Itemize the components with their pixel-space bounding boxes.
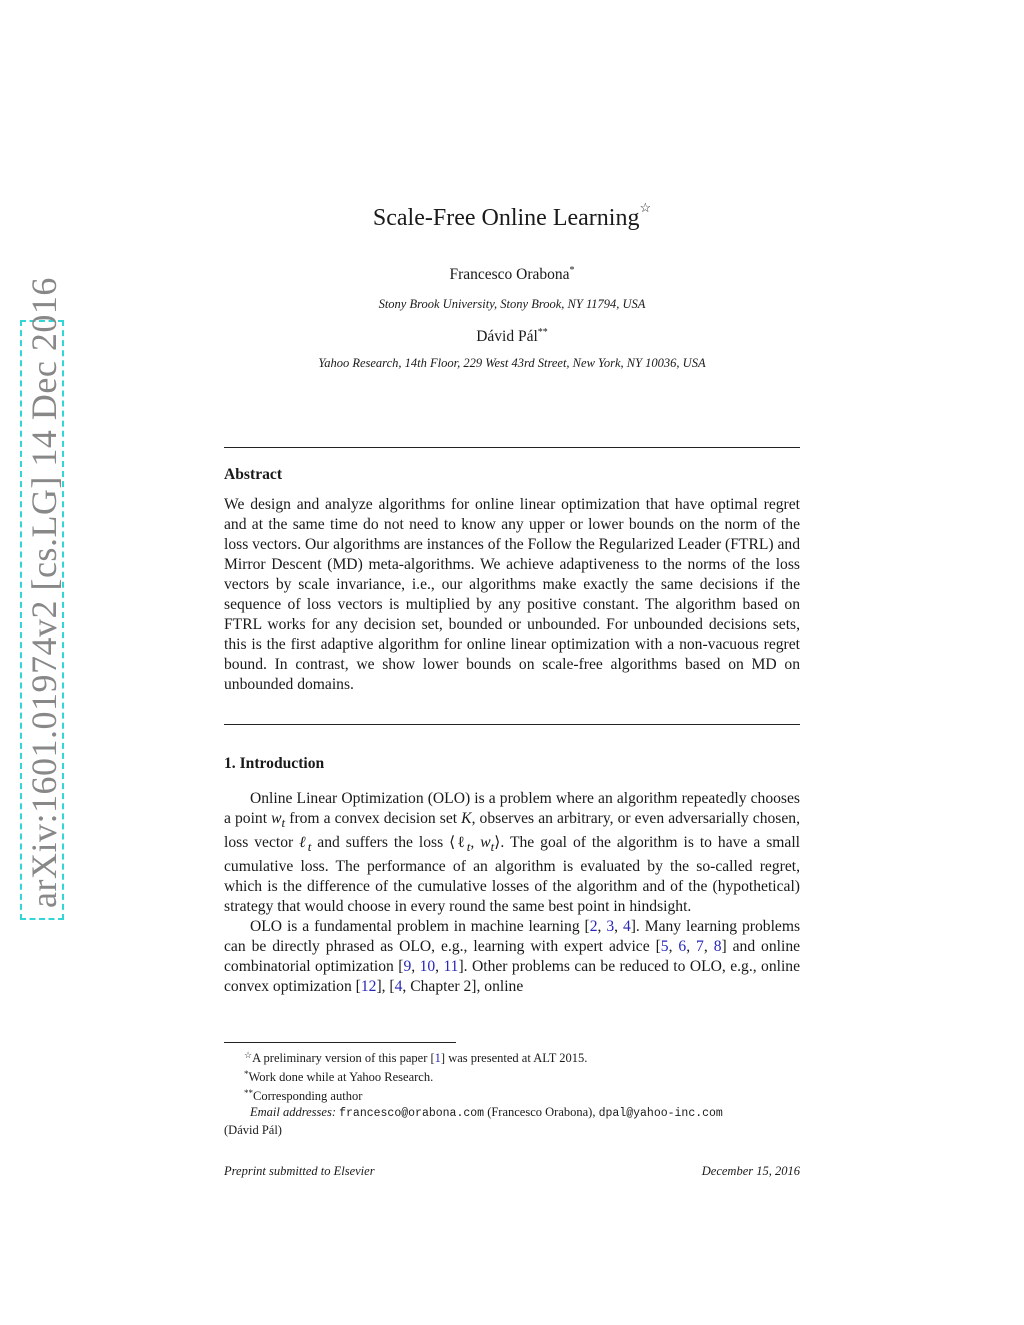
- footnote-1: ☆A preliminary version of this paper [1] was presented at ALT 2015.: [244, 1050, 588, 1065]
- paper-title: [224, 200, 800, 232]
- footer-date: December 15, 2016: [701, 1164, 800, 1178]
- email-link[interactable]: dpal@yahoo-inc.com: [598, 1107, 723, 1120]
- citation-link[interactable]: 11: [443, 958, 459, 976]
- citation-link[interactable]: 1: [434, 1051, 441, 1065]
- email-link[interactable]: francesco@orabona.com: [339, 1107, 485, 1120]
- footnote-emails-continuation: (Dávid Pál): [224, 1123, 282, 1137]
- introduction-section: [224, 754, 800, 997]
- intro-paragraph-2: OLO is a fundamental problem in machine learning [2, 3, 4]. Many learning problems can be directly phrased as OLO, e.g., learning with expert advice [5, 6, 7, 8] and online combinatorial optimization [9, 10, 11]. Other problems can be reduced to OLO, e.g., online convex optimization [12], [4, Chapter 2], online: [224, 918, 801, 996]
- affiliation-2: Yahoo Research, 14th Floor, 229 West 43rd Street, New York, NY 10036, USA: [318, 356, 706, 370]
- citation-link[interactable]: 10: [419, 958, 436, 976]
- abstract-text: We design and analyze algorithms for online linear optimization that have optimal regret and at the same time do not need to know any upper or lower bounds on the norm of the loss vectors. Our algorithms are instances of the Follow the Regularized Leader (FTRL) and Mirror Descent (MD) meta-algorithms. We achieve adaptiveness to the norms of the loss vectors by scale invariance, i.e., our algorithms make exactly the same decisions if the sequence of loss vectors is multiplied by any positive constant. The algorithm based on FTRL works for any decision set, bounded or unbounded. For unbounded decisions sets, this is the first adaptive algorithm for online linear optimization with a non-vacuous regret bound. In contrast, we show lower bounds on scale-free algorithms based on MD on unbounded domains.: [224, 496, 800, 693]
- affiliation-1: Stony Brook University, Stony Brook, NY 11794, USA: [378, 297, 646, 311]
- citation-link[interactable]: 2: [589, 918, 598, 936]
- citation-link[interactable]: 4: [394, 978, 403, 996]
- author-2-name: Dávid Pál: [476, 328, 538, 346]
- citation-link[interactable]: 4: [622, 918, 631, 936]
- author-1-mark: *: [569, 265, 575, 276]
- citation-link[interactable]: 3: [606, 918, 615, 936]
- footnote-rule: [224, 1042, 456, 1043]
- footnote-emails: Email addresses: francesco@orabona.com (Francesco Orabona), dpal@yahoo-inc.com: [250, 1105, 723, 1120]
- title-text: Scale-Free Online Learning: [372, 205, 640, 231]
- citation-link[interactable]: 6: [678, 938, 687, 956]
- author-1-name: Francesco Orabona: [449, 266, 570, 284]
- introduction-heading: 1. Introduction: [224, 755, 325, 772]
- citation-link[interactable]: 7: [696, 938, 704, 956]
- citation-link[interactable]: 12: [360, 978, 377, 996]
- abstract-bottom-rule: [224, 724, 800, 725]
- footer-submission-note: Preprint submitted to Elsevier: [224, 1164, 375, 1178]
- footnote-2: *Work done while at Yahoo Research.: [244, 1069, 434, 1084]
- author-2-mark: **: [537, 327, 548, 338]
- author-1: [224, 265, 800, 284]
- citation-link[interactable]: 8: [713, 938, 722, 956]
- abstract-top-rule: [224, 447, 800, 448]
- title-footnote-mark: ☆: [639, 200, 652, 215]
- intro-paragraph-1: Online Linear Optimization (OLO) is a problem where an algorithm repeatedly chooses a point $w_t$ from a convex decision set K, observes an arbitrary, or even adversarially chosen, loss vector ℓ$_t$ and suffers the loss ⟨ℓ$_t$, $w_t⟩$. The goal of the algorithm is to have a small cumulative loss. The performance of an algorithm is evaluated by the so-called regret, which is the difference of the cumulative losses of the algorithm and of the (hypothetical) strategy that would choose in every round the same best point in hindsight.: [224, 790, 800, 916]
- footnotes: [224, 1047, 800, 1138]
- citation-link[interactable]: 5: [660, 938, 669, 956]
- abstract-section: [224, 465, 800, 695]
- page-footer: [224, 1164, 800, 1179]
- footnote-3: **Corresponding author: [244, 1088, 363, 1103]
- arxiv-identifier-stamp: arXiv:1601.01974v2 [cs.LG] 14 Dec 2016: [20, 320, 64, 920]
- citation-link[interactable]: 9: [403, 958, 412, 976]
- author-2: [224, 327, 800, 346]
- abstract-heading: Abstract: [224, 466, 283, 483]
